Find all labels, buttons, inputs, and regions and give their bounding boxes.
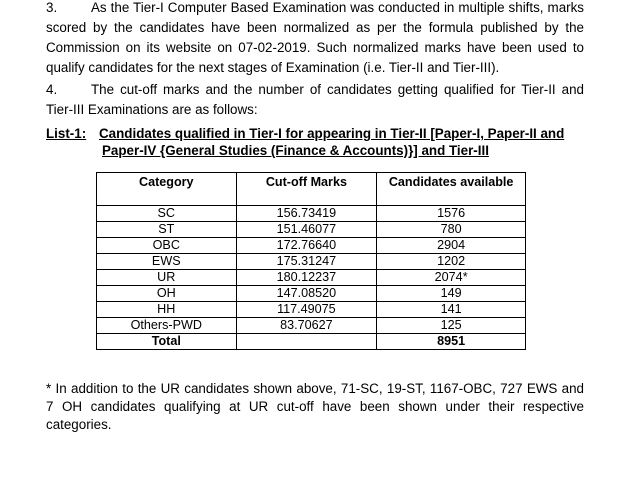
header-category: Category xyxy=(97,173,237,206)
list-title-line2: Paper-IV {General Studies (Finance & Accounts)}] and Tier-III xyxy=(102,143,489,158)
cell-cutoff: 117.49075 xyxy=(236,302,377,318)
cell-candidates: 125 xyxy=(377,318,526,334)
table-row xyxy=(97,270,526,286)
list-label: List-1: xyxy=(46,126,87,141)
cell-total-cutoff xyxy=(236,334,377,350)
table-total-row xyxy=(97,334,526,350)
header-cutoff-marks: Cut-off Marks xyxy=(236,173,377,206)
table-row xyxy=(97,286,526,302)
cell-category: OH xyxy=(97,286,237,302)
footnote: * In addition to the UR candidates shown above, 71-SC, 19-ST, 1167-OBC, 727 EWS and 7 OH candidates qualifying at UR cut-off have been shown under their respective categories. xyxy=(46,381,584,432)
cell-category: HH xyxy=(97,302,237,318)
paragraph-4 xyxy=(46,80,584,120)
table-row xyxy=(97,318,526,334)
cell-category: ST xyxy=(97,222,237,238)
table-row xyxy=(97,302,526,318)
paragraph-text: As the Tier-I Computer Based Examination was conducted in multiple shifts, marks scored by the candidates have been normalized as per the formula published by the Commission on its website on 07-02-2019. Such normalized marks have been used to qualify candidates for the next stages of Examination (i.e. Tier-II and Tier-III). xyxy=(46,0,584,75)
cell-cutoff: 156.73419 xyxy=(236,206,377,222)
paragraph-3 xyxy=(46,0,584,78)
cell-candidates: 2904 xyxy=(377,238,526,254)
cell-category: SC xyxy=(97,206,237,222)
cell-total-label: Total xyxy=(97,334,237,350)
cutoff-table xyxy=(96,172,526,350)
cell-cutoff: 180.12237 xyxy=(236,270,377,286)
cell-category: UR xyxy=(97,270,237,286)
cell-candidates: 1576 xyxy=(377,206,526,222)
table-row xyxy=(97,206,526,222)
paragraph-number: 3. xyxy=(46,0,58,15)
header-candidates-available: Candidates available xyxy=(377,173,526,206)
cell-candidates: 141 xyxy=(377,302,526,318)
table-header-row xyxy=(97,173,526,206)
cell-category: EWS xyxy=(97,254,237,270)
cell-total-candidates: 8951 xyxy=(377,334,526,350)
cell-cutoff: 151.46077 xyxy=(236,222,377,238)
cell-candidates: 2074* xyxy=(377,270,526,286)
cell-candidates: 149 xyxy=(377,286,526,302)
cell-candidates: 780 xyxy=(377,222,526,238)
table-row xyxy=(97,238,526,254)
cell-category: Others-PWD xyxy=(97,318,237,334)
paragraph-number: 4. xyxy=(46,82,58,97)
cell-cutoff: 83.70627 xyxy=(236,318,377,334)
cell-cutoff: 147.08520 xyxy=(236,286,377,302)
list-title-line1: Candidates qualified in Tier-I for appearing in Tier-II [Paper-I, Paper-II and xyxy=(99,126,565,141)
cell-cutoff: 175.31247 xyxy=(236,254,377,270)
cell-category: OBC xyxy=(97,238,237,254)
list-heading xyxy=(46,125,586,159)
cell-candidates: 1202 xyxy=(377,254,526,270)
cell-cutoff: 172.76640 xyxy=(236,238,377,254)
table-row xyxy=(97,222,526,238)
table-row xyxy=(97,254,526,270)
paragraph-text: The cut-off marks and the number of candidates getting qualified for Tier-II and Tier-III Examinations are as follows: xyxy=(46,82,584,117)
